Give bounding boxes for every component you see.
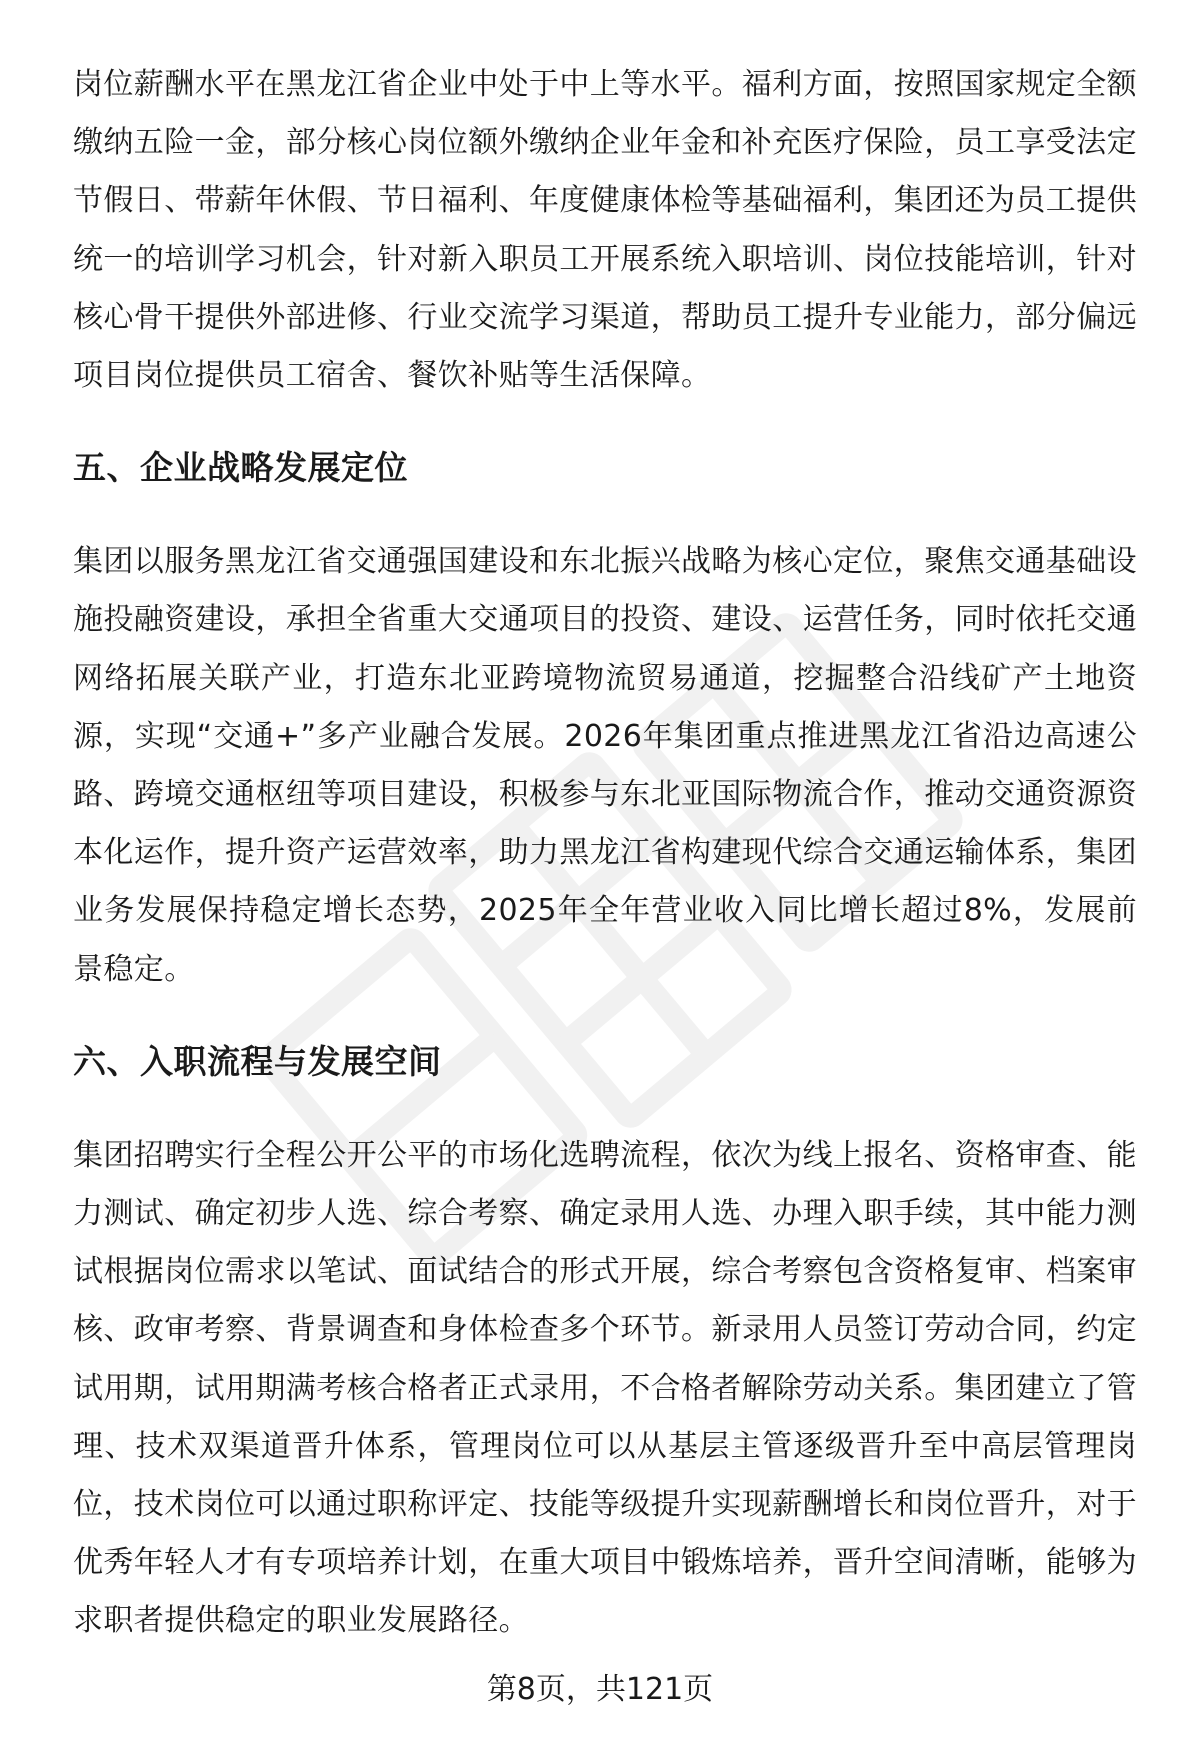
- document-body: [73, 56, 1137, 1651]
- paragraph-onboarding: 集团招聘实行全程公开公平的市场化选聘流程，依次为线上报名、资格审查、能力测试、确定初步人选、综合考察、确定录用人选、办理入职手续，其中能力测试根据岗位需求以笔试、面试结合的形式开展，综合考察包含资格复审、档案审核、政审考察、背景调查和身体检查多个环节。新录用人员签订劳动合同，约定试用期，试用期满考核合格者正式录用，不合格者解除劳动关系。集团建立了管理、技术双渠道晋升体系，管理岗位可以从基层主管逐级晋升至中高层管理岗位，技术岗位可以通过职称评定、技能等级提升实现薪酬增长和岗位晋升，对于优秀年轻人才有专项培养计划，在重大项目中锻炼培养，晋升空间清晰，能够为求职者提供稳定的职业发展路径。: [73, 1137, 1137, 1639]
- paragraph-benefits: 岗位薪酬水平在黑龙江省企业中处于中上等水平。福利方面，按照国家规定全额缴纳五险一金，部分核心岗位额外缴纳企业年金和补充医疗保险，员工享受法定节假日、带薪年休假、节日福利、年度健康体检等基础福利，集团还为员工提供统一的培训学习机会，针对新入职员工开展系统入职培训、岗位技能培训，针对核心骨干提供外部进修、行业交流学习渠道，帮助员工提升专业能力，部分偏远项目岗位提供员工宿舍、餐饮补贴等生活保障。: [73, 67, 1137, 394]
- paragraph-strategy: 集团以服务黑龙江省交通强国建设和东北振兴战略为核心定位，聚焦交通基础设施投融资建设，承担全省重大交通项目的投资、建设、运营任务，同时依托交通网络拓展关联产业，打造东北亚跨境物流贸易通道，挖掘整合沿线矿产土地资源，实现“交通+”多产业融合发展。2026年集团重点推进黑龙江省沿边高速公路、跨境交通枢纽等项目建设，积极参与东北亚国际物流合作，推动交通资源资本化运作，提升资产运营效率，助力黑龙江省构建现代综合交通运输体系，集团业务发展保持稳定增长态势，2025年全年营业收入同比增长超过8%，发展前景稳定。: [73, 544, 1137, 987]
- page-number-footer: 第8页，共121页: [486, 1672, 714, 1707]
- section-heading-strategy: 五、企业战略发展定位: [73, 448, 408, 488]
- section-heading-onboarding: 六、入职流程与发展空间: [73, 1041, 442, 1081]
